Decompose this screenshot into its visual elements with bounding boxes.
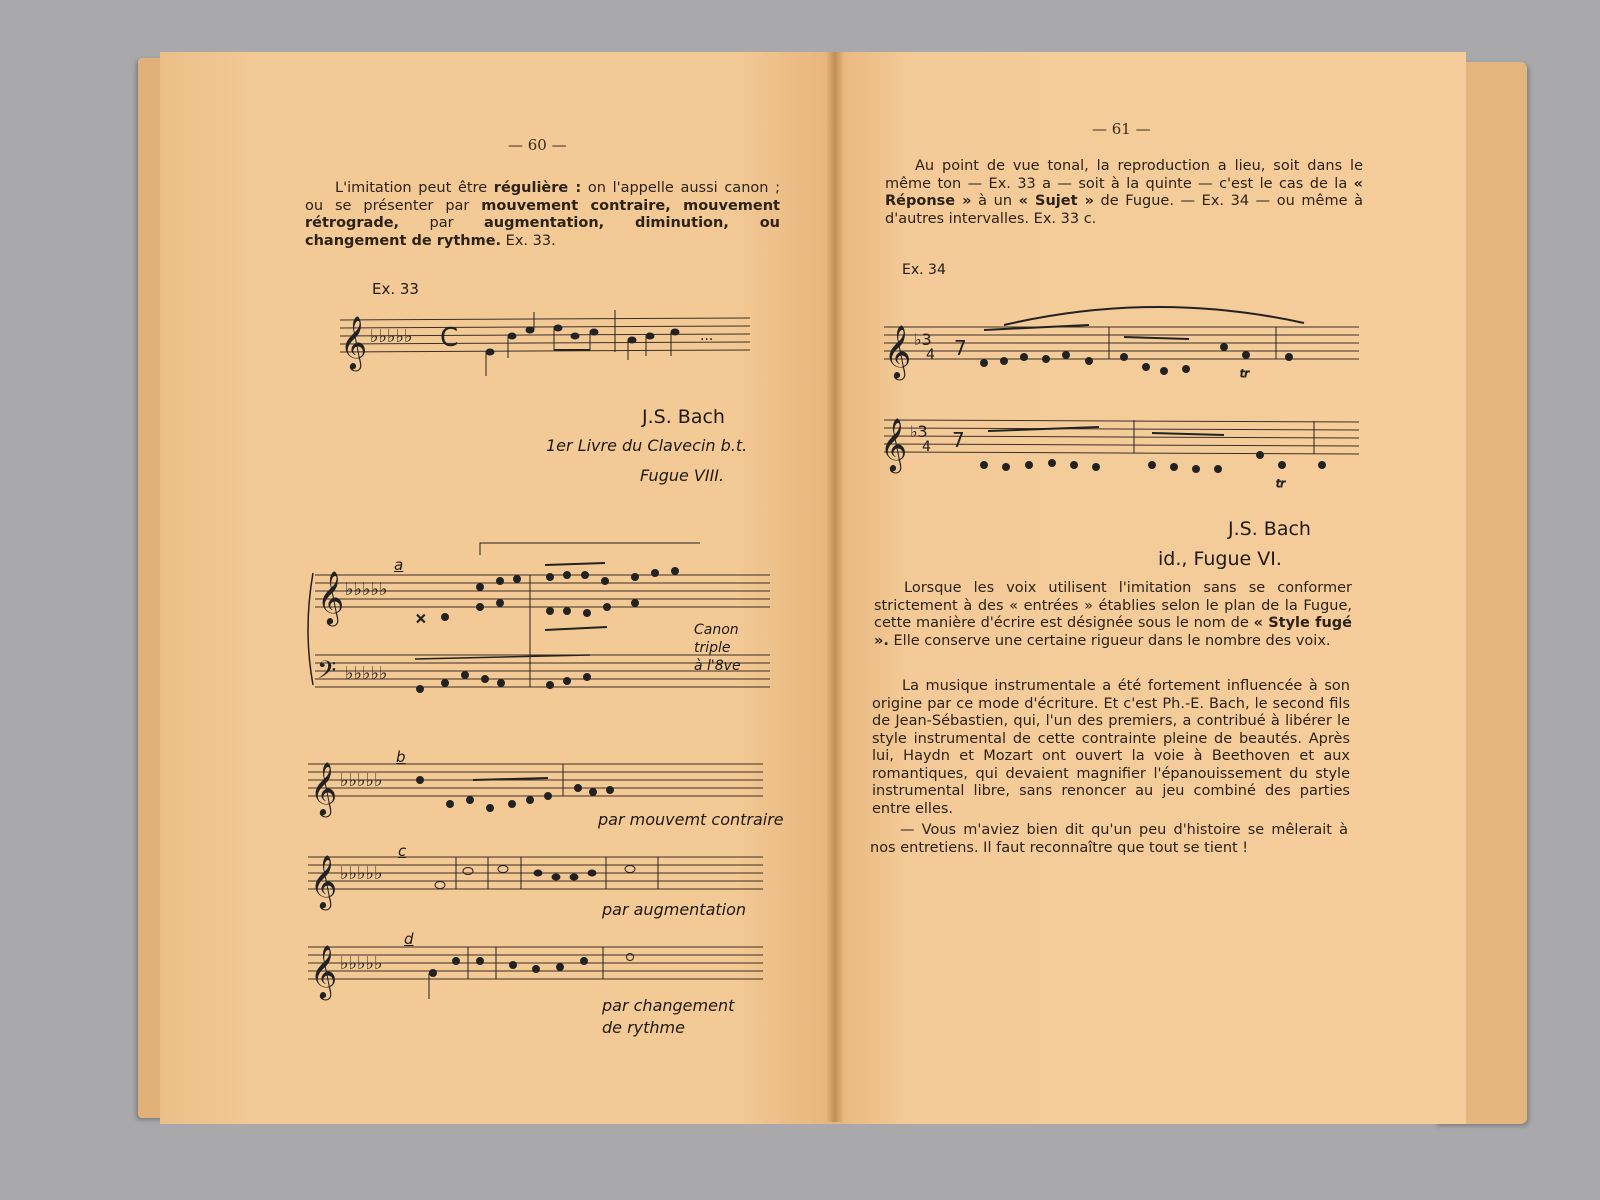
text-run: L'imitation peut être (335, 180, 494, 196)
treble-clef: 𝄞 (884, 324, 912, 378)
text-run: à un (971, 193, 1019, 209)
right-paragraph-1 (885, 158, 1363, 228)
left-paragraph-1 (305, 180, 780, 250)
text-run: de Fugue. — Ex. 34 — ou même à d'autres intervalles. Ex. 33 c. (885, 193, 1364, 227)
bold-run: régulière : (493, 180, 582, 196)
work-credit: 1er Livre du Clavecin b.t. (546, 436, 748, 455)
piece-credit-right: id., Fugue VI. (1158, 548, 1282, 570)
canon-label-1: Canon (694, 622, 739, 638)
bold-run: « Réponse » (885, 175, 1363, 209)
bold-run: mouvement contraire, mouvement rétrograde, (305, 197, 780, 231)
svg-text:tr: tr (1240, 367, 1249, 380)
composer-credit-right: J.S. Bach (1228, 518, 1311, 540)
right-paragraph-4: — Vous m'aviez bien dit qu'un peu d'histoire se mêlerait à nos entretiens. Il faut reconnaître que tout se tient ! (870, 822, 1348, 856)
notes (417, 777, 614, 812)
ex33-label: Ex. 33 (372, 280, 419, 298)
flats: ♭♭♭♭♭ (370, 326, 413, 347)
composer-credit: J.S. Bach (642, 406, 725, 428)
label-c: c (398, 842, 407, 860)
treble-clef: 𝄞 (880, 417, 908, 471)
label-a: a (394, 556, 404, 574)
right-paragraph-3: La musique instrumentale a été fortement influencée à son origine par ce mode d'écriture. Et c'est Ph.-E. Bach, le second fils de Jean-Sébastien, qui, l'un des premiers, a contribué à libérer le style instrumental de cette contrainte pleine de beautés. Après lui, Haydn et Mozart ont ouvert la voie à Beethoven et aux romantiques, qui devaient magnifier l'épanouissement du style instrumental libre, sans renoncer au jeu combiné des parties entre elles. (872, 678, 1350, 817)
treble-clef: 𝄞 (310, 854, 338, 908)
flats: ♭♭♭♭♭ (340, 953, 383, 974)
music-staves-ex34 (880, 295, 1364, 495)
key-time: ♭3 (914, 330, 932, 349)
time-lower: 4 (926, 347, 935, 363)
caption-c: par augmentation (602, 900, 747, 919)
caption-d-line1: par changement (602, 996, 735, 1015)
text-run: par (399, 215, 485, 231)
time-lower: 4 (922, 439, 931, 455)
bass-clef: 𝄢 (317, 656, 337, 691)
piece-credit: Fugue VIII. (640, 466, 725, 485)
rest: 7 (954, 336, 967, 360)
caption-b: par mouvemt contraire (598, 810, 784, 829)
svg-text:×: × (415, 611, 427, 627)
page-number-right: — 61 — (1092, 120, 1151, 138)
notes (415, 563, 679, 693)
svg-text:tr: tr (1276, 477, 1285, 490)
music-staff-ex33 (340, 310, 755, 390)
label-b: b (396, 748, 406, 766)
canon-label-2: triple (694, 640, 731, 656)
right-paragraph-2 (874, 580, 1352, 650)
slur (1004, 307, 1304, 325)
rest: 7 (952, 428, 965, 452)
brace (308, 573, 313, 685)
bold-run: augmentation, diminution, ou changement de rythme. (305, 215, 780, 249)
text-run: Lorsque les voix utilisent l'imitation sans se conformer strictement à des « entrées » établies selon le plan de la Fugue, cette manière d'écrire est désignée sous le nom de (874, 580, 1352, 631)
flats: ♭♭♭♭♭ (345, 663, 388, 684)
flats: ♭♭♭♭♭ (340, 770, 383, 791)
bold-run: « Sujet » (1018, 193, 1094, 209)
flats: ♭♭♭♭♭ (340, 863, 383, 884)
text-run: Elle conserve une certaine rigueur dans le nombre des voix. (888, 632, 1331, 649)
bracket-line (480, 543, 700, 555)
ex34-label: Ex. 34 (902, 262, 946, 278)
caption-d-line2: de rythme (602, 1018, 685, 1037)
book-gutter (826, 52, 844, 1122)
label-d: d (404, 930, 414, 948)
canon-label-3: à l'8ve (694, 658, 741, 674)
key-time: ♭3 (910, 422, 928, 441)
music-staff-c (308, 845, 768, 908)
treble-clef: 𝄞 (310, 761, 338, 815)
treble-clef: 𝄞 (310, 944, 338, 998)
text-run: Au point de vue tonal, la reproduction a lieu, soit dans le même ton — Ex. 33 a — soit à la quinte — c'est le cas de la (885, 158, 1363, 192)
treble-clef: 𝄞 (317, 570, 345, 624)
ellipsis: ... (700, 328, 714, 344)
text-run: on l'appelle aussi canon ; ou se présenter par (305, 180, 780, 214)
text-run: Ex. 33. (501, 232, 556, 249)
notes (981, 325, 1293, 380)
time-signature: C (440, 323, 459, 353)
bold-run: « Style fugé ». (874, 615, 1352, 649)
flats: ♭♭♭♭♭ (345, 579, 388, 600)
treble-clef: 𝄞 (340, 315, 368, 369)
page-number-left: — 60 — (508, 136, 567, 154)
